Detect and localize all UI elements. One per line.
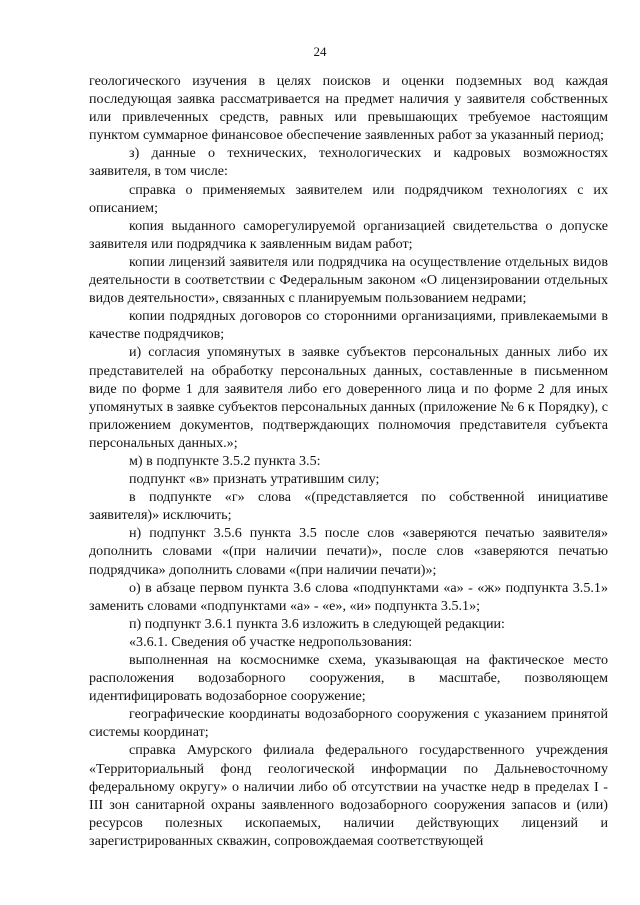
paragraph-item-p: п) подпункт 3.6.1 пункта 3.6 изложить в следующей редакции: [129, 615, 505, 632]
paragraph-item-i: и) согласия упомянутых в заявке субъектов персональных данных либо их представителей на обработку персональных данных, составленные в письменном виде по форме 1 для заявителя либо его доверенного лица и по форме 2 для иных упомянутых в заявке субъектов персональных данных (приложение № 6 к Порядку), с приложением документов, подтверждающих полномочия представителя субъекта персональных данных.»; [89, 344, 608, 451]
paragraph-item-o: о) в абзаце первом пункта 3.6 слова «подпунктами «а» - «ж» подпункта 3.5.1» заменить словами «подпунктами «а» - «е», «и» подпункта 3.5.1»; [89, 579, 608, 614]
paragraph-technology-reference: справка о применяемых заявителем или подрядчиком технологиях с их описанием; [89, 181, 608, 216]
paragraph-continuation: геологического изучения в целях поисков и оценки подземных вод каждая последующая заявка рассматривается на предмет наличия у заявителя собственных или привлеченных средств, равных или превышающих требуемое настоящим пунктом суммарное финансовое обеспечение заявленных работ за указанный период; [89, 73, 608, 144]
paragraph-contract-copies: копии подрядных договоров со сторонними организациями, привлекаемыми в качестве подрядчиков; [89, 308, 608, 343]
paragraph-amur-reference: справка Амурского филиала федерального государственного учреждения «Территориальный фонд геологической информации по Дальневосточному федеральному округу» о наличии либо об отсутствии на участке недр в пределах I - III зон санитарной охраны заявленного водозаборного сооружения запасов и (или) ресурсов полезных ископаемых, наличии действующих лицензий и зарегистрированных скважин, сопровождаемая соответствующей [89, 742, 608, 849]
paragraph-license-copies: копии лицензий заявителя или подрядчика на осуществление отдельных видов деятельности в соответствии с Федеральным законом «О лицензировании отдельных видов деятельности», связанных с планируемым пользованием недрами; [89, 253, 608, 307]
paragraph-geo-coordinates: географические координаты водозаборного сооружения с указанием принятой системы координат; [89, 706, 608, 741]
paragraph-sro-certificate: копия выданного саморегулируемой организацией свидетельства о допуске заявителя или подрядчика к заявленным видам работ; [89, 217, 608, 252]
document-body [89, 72, 608, 850]
paragraph-subitem-g: в подпункте «г» слова «(представляется по собственной инициативе заявителя)» исключить; [89, 489, 608, 524]
paragraph-subitem-v: подпункт «в» признать утратившим силу; [129, 471, 380, 488]
paragraph-item-z: з) данные о технических, технологических и кадровых возможностях заявителя, в том числе: [89, 145, 608, 180]
paragraph-section-3-6-1: «3.6.1. Сведения об участке недропользования: [129, 633, 413, 650]
paragraph-item-m: м) в подпункте 3.5.2 пункта 3.5: [129, 452, 321, 469]
paragraph-satellite-scheme: выполненная на космоснимке схема, указывающая на фактическое место расположения водозаборного сооружения, в масштабе, позволяющем идентифицировать водозаборное сооружение; [89, 652, 608, 705]
page-number: 24 [313, 44, 327, 59]
paragraph-item-n: н) подпункт 3.5.6 пункта 3.5 после слов «заверяются печатью заявителя» дополнить словами «(при наличии печати)», после слов «заверяются печатью подрядчика» дополнить словами «(при наличии печати)»; [89, 525, 608, 578]
